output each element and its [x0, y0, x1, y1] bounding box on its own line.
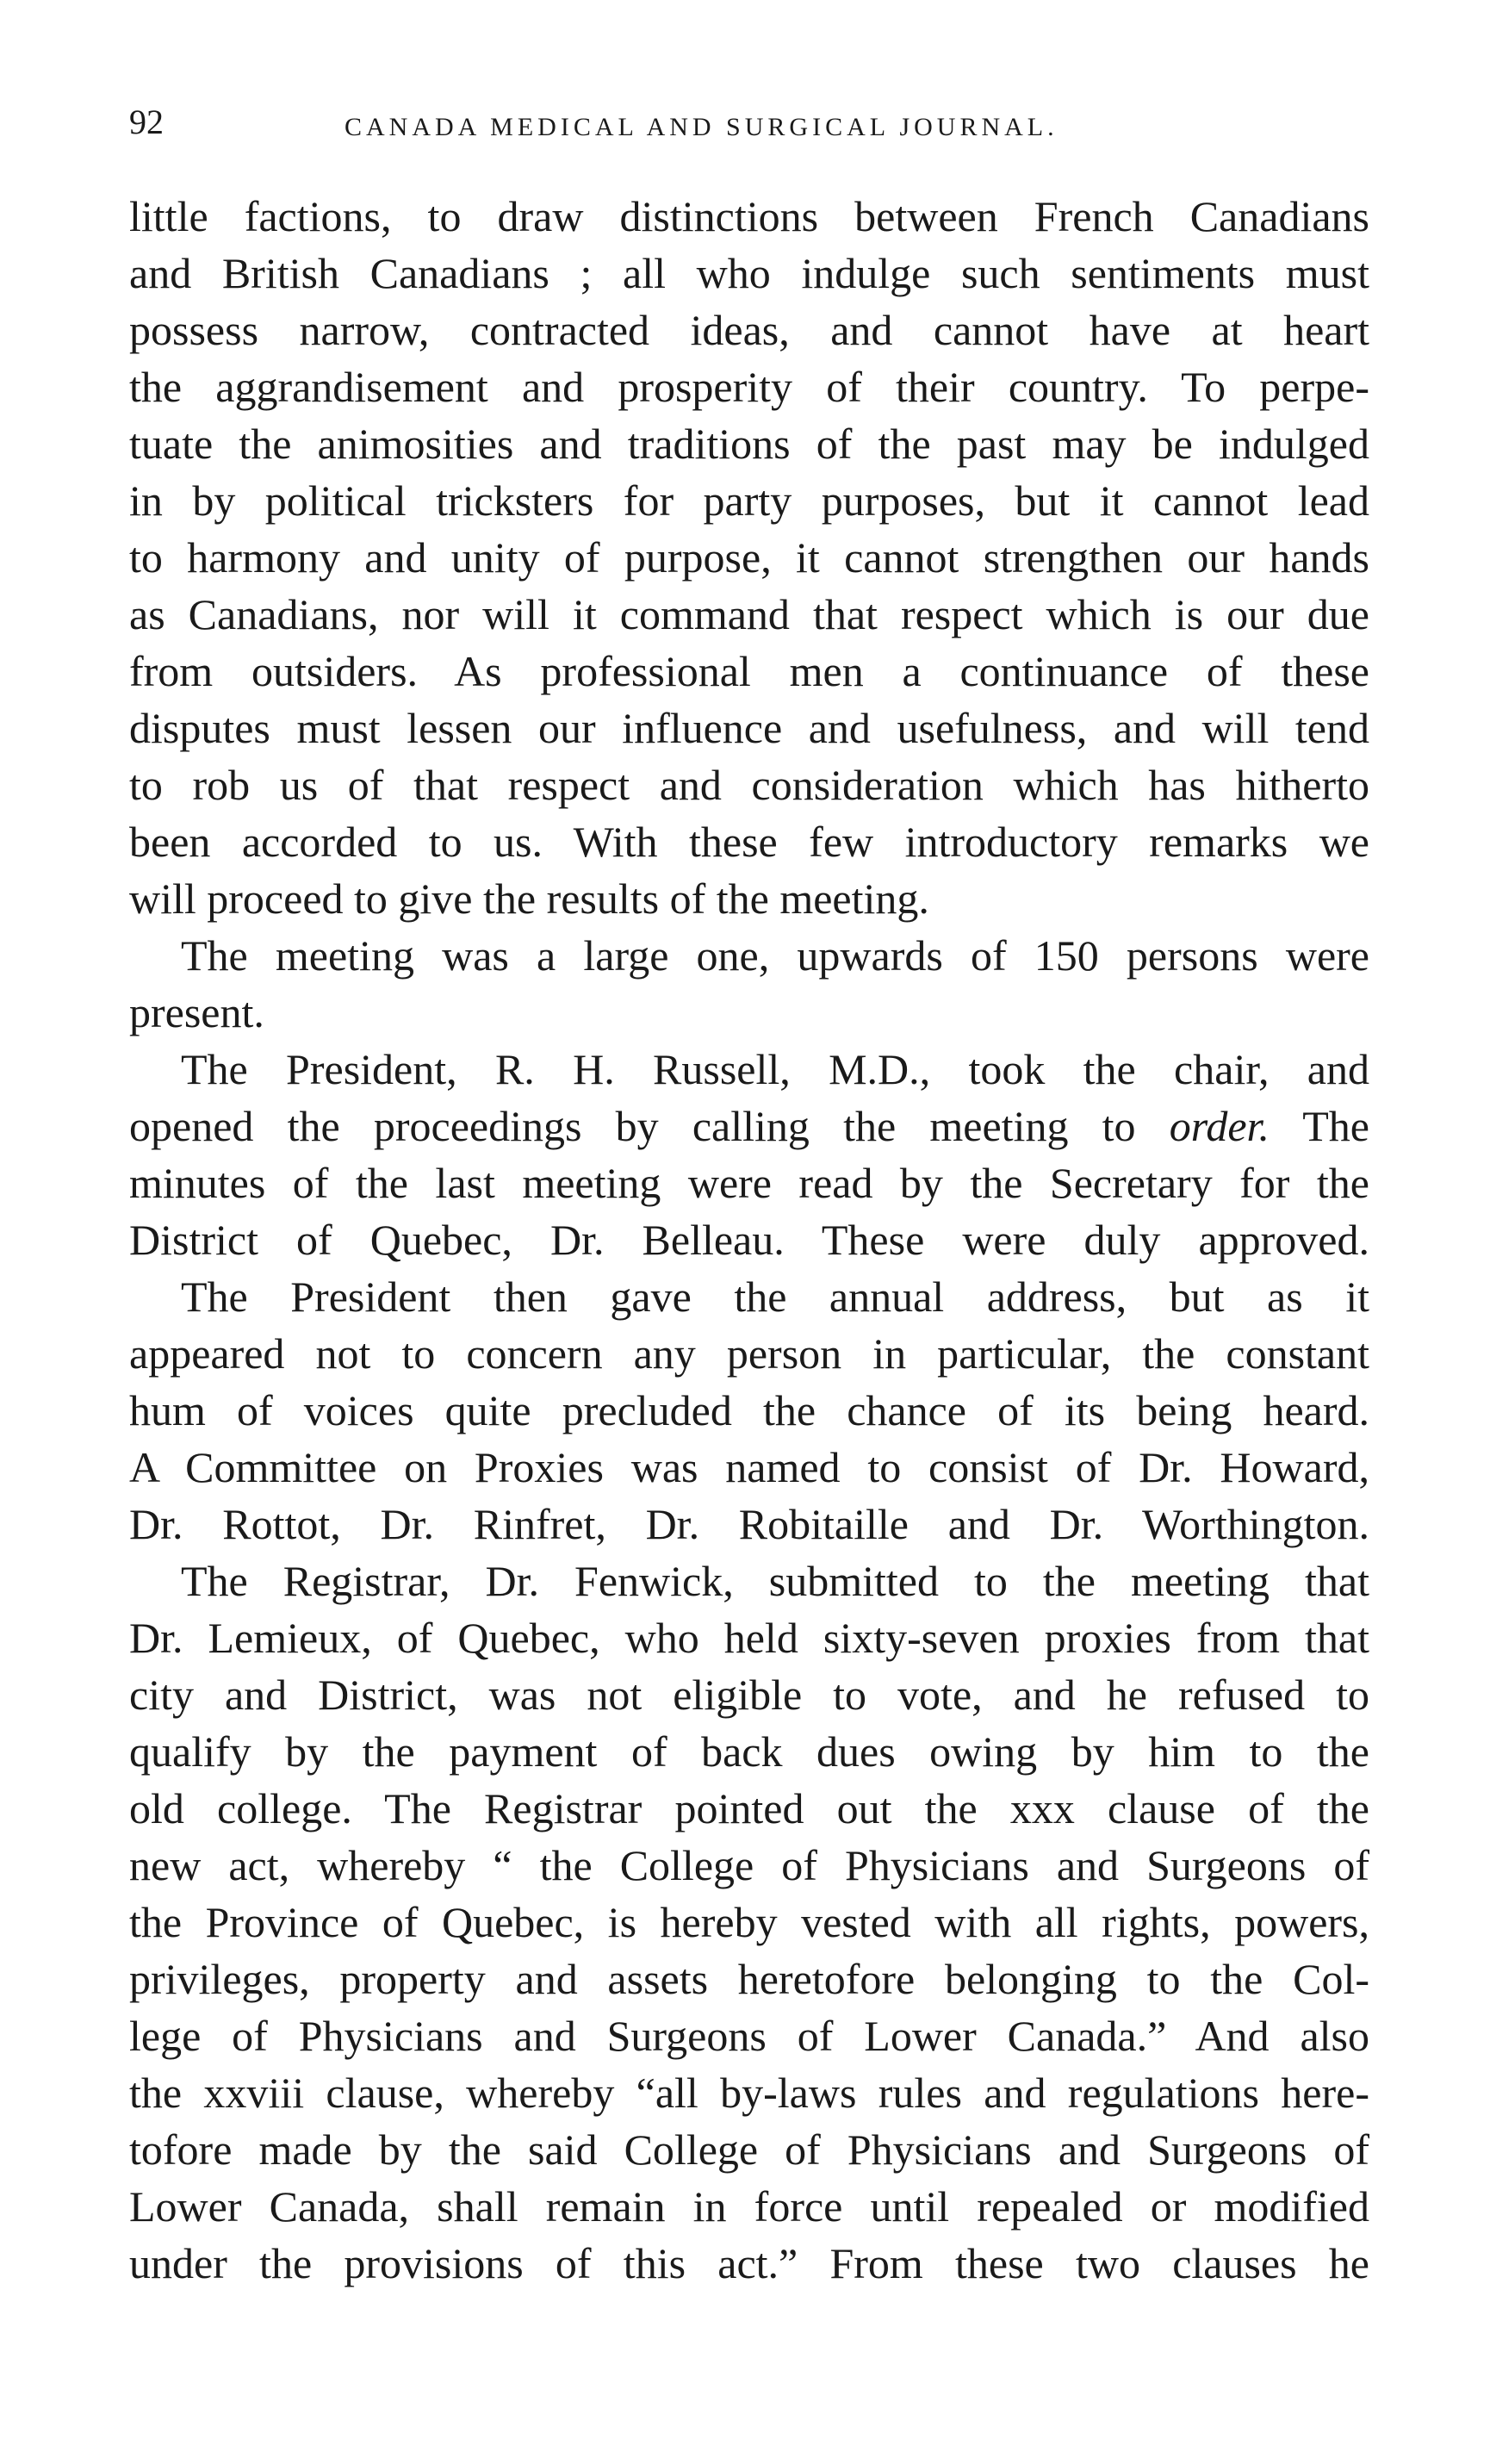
text-line-32: privileges, property and assets heretofore belonging to the Col- [129, 1955, 1369, 2003]
text-line-7: to harmony and unity of purpose, it cannot strengthen our hands [129, 533, 1369, 582]
text-line-21: appeared not to concern any person in particular, the constant [129, 1329, 1369, 1378]
text-line-13: will proceed to give the results of the meeting. [129, 874, 929, 923]
running-title: CANADA MEDICAL AND SURGICAL JOURNAL. [345, 113, 1059, 141]
text-line-11: to rob us of that respect and consideration which has hitherto [129, 761, 1369, 809]
text-line-19: District of Quebec, Dr. Belleau. These were duly approved. [129, 1216, 1369, 1264]
the-word: The [1302, 1102, 1369, 1150]
body-text [129, 188, 1369, 2292]
text-line-22: hum of voices quite precluded the chance of its being heard. [129, 1386, 1369, 1434]
text-line-16: The President, R. H. Russell, M.D., took the chair, and [181, 1045, 1369, 1093]
text-line-4: the aggrandisement and prosperity of their country. To perpe- [129, 363, 1369, 411]
text-line-36: Lower Canada, shall remain in force until repealed or modified [129, 2182, 1369, 2231]
text-line-15: present. [129, 988, 264, 1036]
text-line-8: as Canadians, nor will it command that respect which is our due [129, 590, 1369, 638]
text-line-20: The President then gave the annual address, but as it [181, 1272, 1369, 1321]
text-line-6: in by political tricksters for party purposes, but it cannot lead [129, 476, 1369, 525]
text-line-26: Dr. Lemieux, of Quebec, who held sixty-seven proxies from that [129, 1614, 1369, 1662]
page-header [129, 96, 1361, 148]
text-line-33: lege of Physicians and Surgeons of Lower Canada.” And also [129, 2012, 1369, 2060]
text-line-25: The Registrar, Dr. Fenwick, submitted to the meeting that [181, 1557, 1369, 1605]
text-line-28: qualify by the payment of back dues owing by him to the [129, 1727, 1369, 1776]
text-line-34: the xxviii clause, whereby “all by-laws rules and regulations here- [129, 2069, 1369, 2117]
text-line-17-main: opened the proceedings by calling the meeting to [129, 1102, 1136, 1150]
text-line-2: and British Canadians ; all who indulge such sentiments must [129, 249, 1369, 297]
text-line-29: old college. The Registrar pointed out the xxx clause of the [129, 1784, 1369, 1832]
text-line-1: little factions, to draw distinctions between French Canadians [129, 192, 1369, 240]
text-line-27: city and District, was not eligible to vote, and he refused to [129, 1671, 1369, 1719]
text-line-37: under the provisions of this act.” From these two clauses he [129, 2239, 1369, 2287]
text-line-35: tofore made by the said College of Physicians and Surgeons of [129, 2125, 1369, 2174]
page-number: 92 [129, 103, 164, 141]
order-italic-word: order. [1169, 1102, 1270, 1150]
text-line-30: new act, whereby “ the College of Physicians and Surgeons of [129, 1841, 1369, 1889]
text-line-9: from outsiders. As professional men a continuance of these [129, 647, 1369, 695]
text-line-17 [129, 1098, 1369, 1154]
text-line-12: been accorded to us. With these few introductory remarks we [129, 818, 1369, 866]
text-line-10: disputes must lessen our influence and usefulness, and will tend [129, 704, 1369, 752]
text-line-31: the Province of Quebec, is hereby vested with all rights, powers, [129, 1898, 1369, 1946]
text-line-14: The meeting was a large one, upwards of 150 persons were [181, 931, 1369, 980]
text-line-18: minutes of the last meeting were read by the Secretary for the [129, 1159, 1369, 1207]
text-line-23: A Committee on Proxies was named to consist of Dr. Howard, [129, 1443, 1369, 1491]
text-line-3: possess narrow, contracted ideas, and cannot have at heart [129, 306, 1369, 354]
text-line-24: Dr. Rottot, Dr. Rinfret, Dr. Robitaille and Dr. Worthington. [129, 1500, 1369, 1548]
text-line-5: tuate the animosities and traditions of the past may be indulged [129, 420, 1369, 468]
